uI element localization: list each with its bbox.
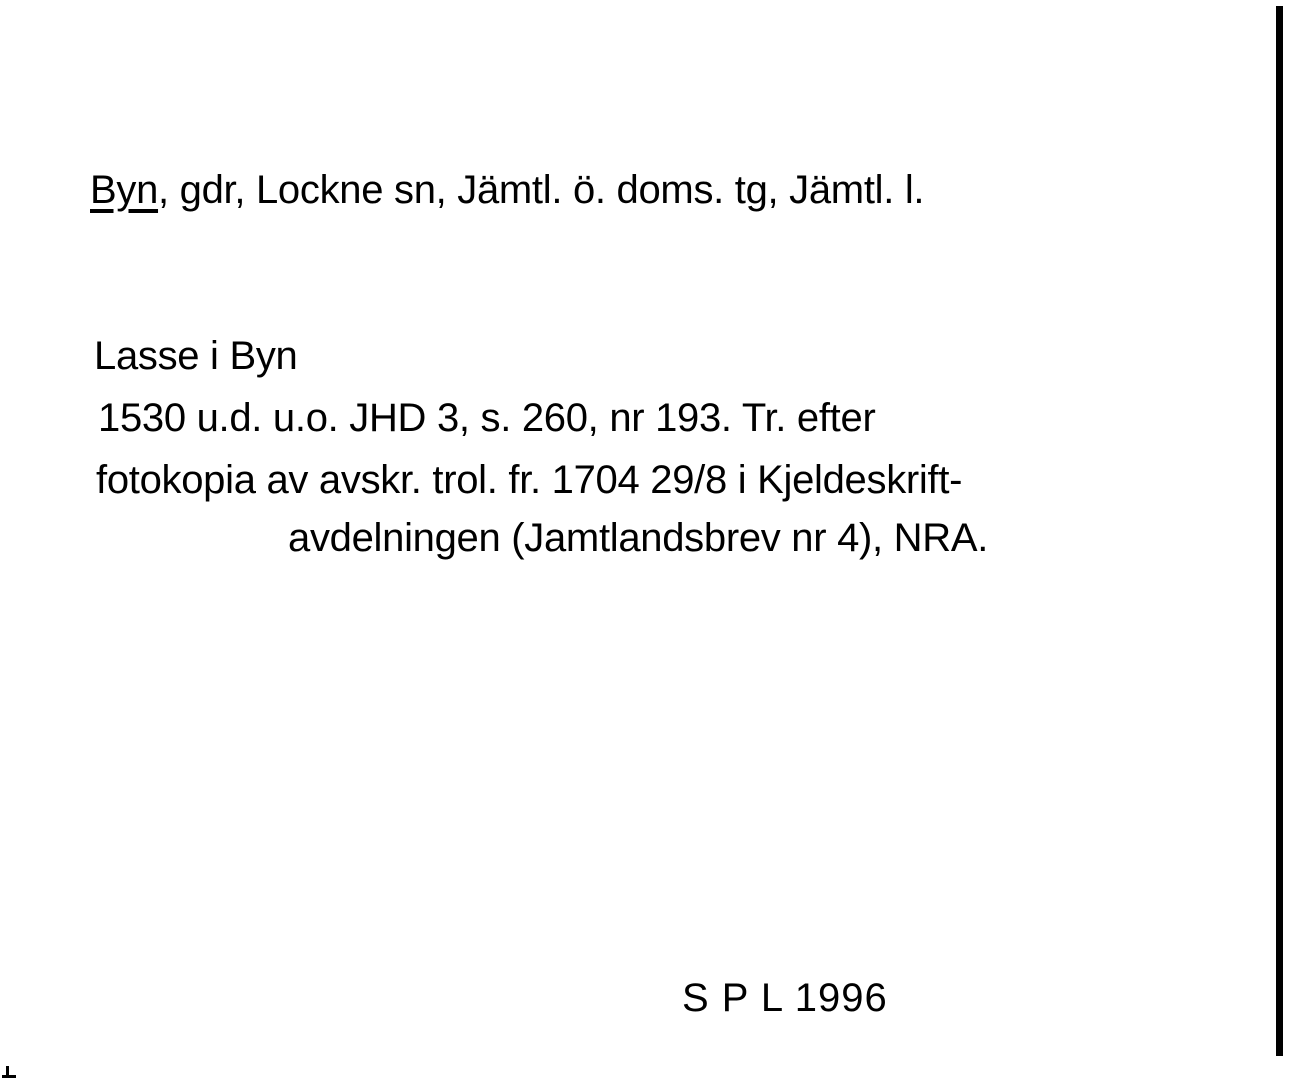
card-heading	[90, 166, 924, 214]
reference-line: avdelningen (Jamtlandsbrev nr 4), NRA.	[288, 516, 989, 560]
person-name: Lasse i Byn	[94, 334, 298, 378]
signature: S P L 1996	[682, 976, 888, 1020]
corner-crop-mark	[2, 1066, 16, 1078]
reference-line: 1530 u.d. u.o. JHD 3, s. 260, nr 193. Tr. efter	[98, 396, 876, 440]
card-edge-border	[1276, 6, 1283, 1056]
place-description: , gdr, Lockne sn, Jämtl. ö. doms. tg, Jämtl. l.	[158, 168, 925, 212]
place-name: Byn	[90, 168, 159, 212]
reference-line: fotokopia av avskr. trol. fr. 1704 29/8 i Kjeldeskrift-	[96, 458, 963, 502]
